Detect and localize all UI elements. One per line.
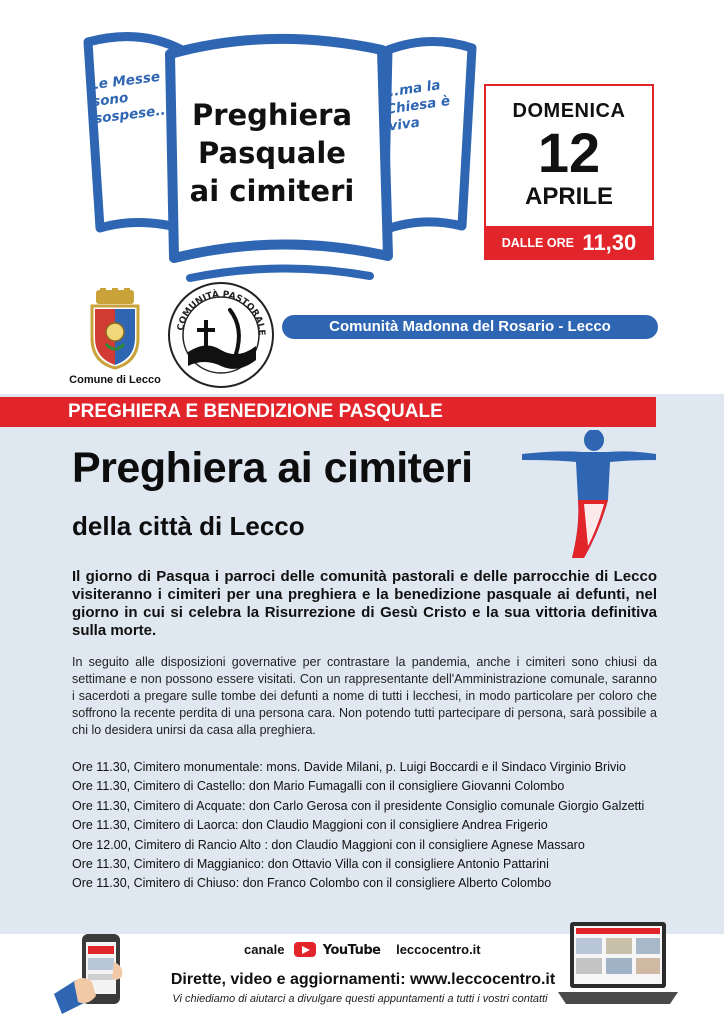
body-paragraph: In seguito alle disposizioni governative per contrastare la pandemia, anche i cimiteri sono chiusi da settimane e non possono essere visitati. Con un rappresentante dell'Amministrazione comunale, saranno i sacerdoti a pregare sulle tombe dei defunti a nome di tutti i lecchesi, in modo particolare per coloro che soffrono la recente perdita di una persona cara. Non potendo tutti partecipare di persona, sarà possibile a chi lo desidera unirsi da casa alla preghiera. <box>72 655 657 737</box>
cemetery-schedule-list <box>72 758 672 894</box>
schedule-item: Ore 11.30, Cimitero di Maggianico: don Ottavio Villa con il consigliere Antonio Pattarini <box>72 857 549 872</box>
poster-title-line: Preghiera <box>191 98 353 132</box>
share-request-line: Vi chiediamo di aiutarci a divulgare questi appuntamenti a tutti i vostri contatti <box>172 993 548 1005</box>
community-name-bar: Comunità Madonna del Rosario - Lecco <box>282 315 658 339</box>
poster-title-line: Pasquale <box>198 136 346 170</box>
lead-paragraph: Il giorno di Pasqua i parroci delle comunità pastorali e delle parrocchie di Lecco visiteranno i cimiteri per una preghiera e la benedizione pasquale ai defunti, nel giorno in cui si celebra la Risurrezione di Gesù Cristo e la sua vittoria definitiva sulla morte. <box>72 568 657 639</box>
schedule-item: Ore 11.30, Cimitero di Chiuso: don Franco Colombo con il consigliere Alberto Colombo <box>72 876 552 891</box>
time-value: 11,30 <box>582 230 637 255</box>
left-note-text: Le Messe sono sospese... <box>89 68 172 128</box>
hand-holding-phone-icon <box>52 932 132 1014</box>
date-weekday: DOMENICA <box>512 100 626 122</box>
channel-label: canale <box>244 942 285 957</box>
direct-updates-line: Dirette, video e aggiornamenti: www.leccocentro.it <box>170 971 556 988</box>
channel-row <box>244 940 481 960</box>
laptop-icon <box>558 918 678 1010</box>
poster-title <box>182 96 362 210</box>
right-note-text: ...ma la Chiesa è viva <box>382 77 452 135</box>
pastoral-ring-text: COMUNITÀ PASTORALE <box>176 289 267 336</box>
schedule-item: Ore 11.30, Cimitero di Castello: don Mario Fumagalli con il consigliere Giovanni Colombo <box>72 779 565 794</box>
youtube-icon <box>294 942 316 957</box>
time-bar <box>484 226 654 260</box>
christ-redeemer-icon <box>520 430 660 560</box>
schedule-item: Ore 11.30, Cimitero di Laorca: don Claudio Maggioni con il consigliere Andrea Frigerio <box>72 818 548 833</box>
section-heading: Preghiera ai cimiteri <box>72 444 473 492</box>
date-box <box>484 84 654 229</box>
section-red-banner: PREGHIERA E BENEDIZIONE PASQUALE <box>0 397 656 427</box>
lecco-crest-icon <box>86 288 144 370</box>
schedule-item: Ore 11.30, Cimitero di Acquate: don Carlo Gerosa con il presidente Consiglio comunale Giorgio Galzetti <box>72 798 645 813</box>
time-label: DALLE ORE <box>501 236 574 250</box>
municipality-label: Comune di Lecco <box>69 374 161 386</box>
site-short-label: leccocentro.it <box>396 942 481 957</box>
schedule-item: Ore 11.30, Cimitero monumentale: mons. Davide Milani, p. Luigi Boccardi e il Sindaco Virginio Brivio <box>72 760 626 774</box>
schedule-item: Ore 12.00, Cimitero di Rancio Alto : don Claudio Maggioni con il consigliere Agnese Massaro <box>72 837 585 852</box>
poster-title-line: ai cimiteri <box>189 174 355 208</box>
section-subheading: della città di Lecco <box>72 511 305 541</box>
date-day-number: 12 <box>537 121 601 184</box>
pastoral-community-logo-icon <box>166 280 276 390</box>
date-month: APRILE <box>524 183 613 210</box>
youtube-label: YouTube <box>322 943 381 958</box>
